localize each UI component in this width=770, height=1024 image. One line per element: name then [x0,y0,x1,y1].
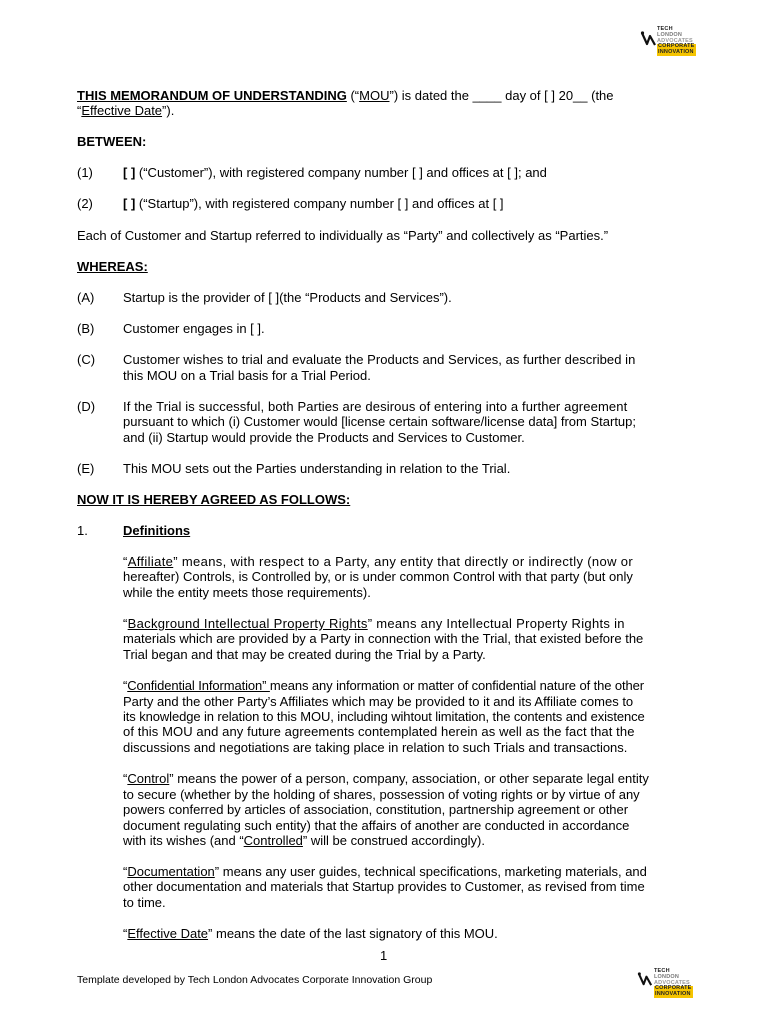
party-1-text: [ ] (“Customer”), with registered company number [ ] and offices at [ ]; and [123,165,547,180]
def-control-line-2: to secure (whether by the holding of shares, possession of voting rights or by virtue of any [123,787,640,802]
def-control-line-5: with its wishes (and “Controlled” will be construed accordingly). [123,833,485,848]
agreed-heading: NOW IT IS HEREBY AGREED AS FOLLOWS: [77,492,351,507]
footer-credit: Template developed by Tech London Advocates Corporate Innovation Group [77,974,433,986]
logo-line-advocates: ADVOCATES [657,37,693,44]
term-documentation: Documentation [127,864,215,879]
recital-c-label: (C) [77,352,96,367]
recital-d-label: (D) [77,399,96,414]
logo-line-corporate: CORPORATE [655,985,692,992]
def-confidential-line-2: Party and the other Party’s Affiliates which may be provided to it and its Affiliate comes to [123,694,634,709]
def-confidential-line-5: discussions and negotiations are taking place in relation to such Trials and transactions. [123,740,628,755]
term-background-ipr: Background Intellectual Property Rights [127,616,368,631]
logo-line-tech: TECH [657,26,673,32]
logo-line-advocates: ADVOCATES [654,979,690,986]
effective-date-term: Effective Date [81,103,163,118]
logo-line-corporate: CORPORATE [658,43,695,50]
parties-note: Each of Customer and Startup referred to individually as “Party” and collectively as “Parties.” [77,228,609,243]
recital-c-line-2: this MOU on a Trial basis for a Trial Period. [123,368,371,383]
header-logo [640,27,696,59]
recital-a-text: Startup is the provider of [ ](the “Products and Services”). [123,290,452,305]
mou-term: MOU [359,88,390,103]
recital-b-text: Customer engages in [ ]. [123,321,265,336]
def-confidential-line-1: “Confidential Information” means any information or matter of confidential nature of the other [123,678,645,693]
logo-line-innovation: INNOVATION [655,991,691,998]
logo-line-tech: TECH [654,968,670,974]
page-number: 1 [380,948,388,963]
def-confidential-line-3: its knowledge in relation to this MOU, including wihtout limitation, the contents and existence [123,709,645,724]
party-2-text: [ ] (“Startup”), with registered company number [ ] and offices at [ ] [123,196,504,211]
tla-logo-icon [637,971,654,988]
def-background-line-1: “Background Intellectual Property Rights” means any Intellectual Property Rights in [123,616,625,631]
recital-d-line-2: pursuant to which (i) Customer would [license certain software/license data] from Startup; [123,414,637,429]
def-affiliate-line-1: “Affiliate” means, with respect to a Party, any entity that directly or indirectly (now or [123,554,634,569]
def-affiliate-line-3: while the entity meets those requirements). [123,585,371,600]
def-control-line-4: document regulating such entity) that the affairs of another are conducted in accordance [123,818,630,833]
def-documentation-line-1: “Documentation” means any user guides, technical specifications, marketing materials, and [123,864,647,879]
logo-line-london: LONDON [654,973,680,980]
section-number: 1. [77,523,88,538]
memorandum-heading: THIS MEMORANDUM OF UNDERSTANDING [77,88,347,103]
def-background-line-3: Trial began and that may be created during the Trial by a Party. [123,647,486,662]
term-controlled: Controlled [243,833,303,848]
party-1-number: (1) [77,165,93,180]
recital-e-text: This MOU sets out the Parties understanding in relation to the Trial. [123,461,511,476]
party-2-number: (2) [77,196,93,211]
term-confidential-information: Confidential Information” [127,678,270,693]
def-documentation-line-2: other documentation and materials that Startup provides to Customer, as revised from time [123,879,645,894]
term-control: Control [127,771,170,786]
between-heading: BETWEEN: [77,134,147,149]
tla-logo-icon [640,30,658,48]
recital-a-label: (A) [77,290,95,305]
recital-c-line-1: Customer wishes to trial and evaluate the Products and Services, as further described in [123,352,636,367]
footer-logo [637,969,693,999]
section-title-definitions: Definitions [123,523,191,538]
term-effective-date: Effective Date [127,926,209,941]
intro-line-1: THIS MEMORANDUM OF UNDERSTANDING (“MOU”) is dated the ____ day of [ ] 20__ (the [77,88,614,103]
def-affiliate-line-2: hereafter) Controls, is Controlled by, or is under common Control with that party (but only [123,569,633,584]
def-control-line-1: “Control” means the power of a person, company, association, or other separate legal entity [123,771,649,786]
def-effective-date: “Effective Date” means the date of the last signatory of this MOU. [123,926,498,941]
whereas-heading: WHEREAS: [77,259,148,274]
term-affiliate: Affiliate [127,554,174,569]
def-documentation-line-3: to time. [123,895,166,910]
def-control-line-3: powers conferred by articles of association, constitution, partnership agreement or other [123,802,629,817]
def-background-line-2: materials which are provided by a Party in connection with the Trial, that existed before the [123,631,644,646]
recital-d-line-3: and (ii) Startup would provide the Products and Services to Customer. [123,430,525,445]
def-confidential-line-4: of this MOU and any future agreements contemplated herein as well as the fact that the [123,724,635,739]
logo-line-innovation: INNOVATION [658,49,694,56]
recital-e-label: (E) [77,461,95,476]
intro-line-2: “Effective Date”). [77,103,175,118]
recital-d-line-1: If the Trial is successful, both Parties are desirous of entering into a further agreement [123,399,628,414]
recital-b-label: (B) [77,321,95,336]
logo-line-london: LONDON [657,31,683,38]
